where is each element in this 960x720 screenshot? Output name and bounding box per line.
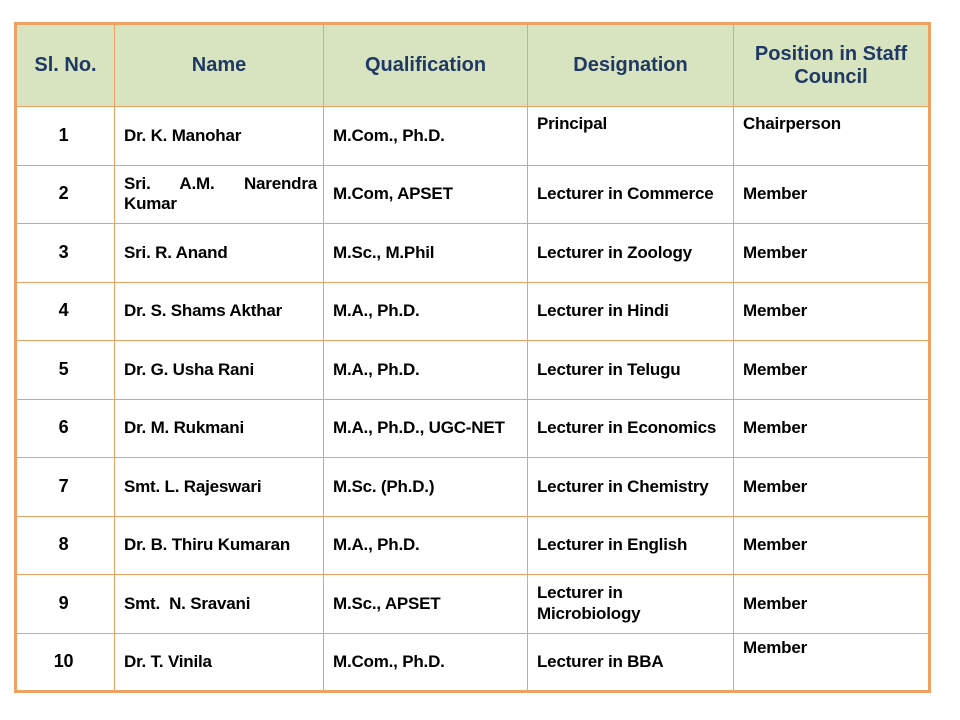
table-row [16,516,930,575]
cell-qualification: M.A., Ph.D. [324,341,528,400]
cell-qualification: M.Sc. (Ph.D.) [324,458,528,517]
table-body [16,107,930,692]
header-name: Name [115,24,324,107]
header-row [16,24,930,107]
table-row [16,575,930,634]
cell-designation: Principal [528,107,734,166]
cell-qualification: M.Sc., APSET [324,575,528,634]
cell-qualification: M.A., Ph.D. [324,516,528,575]
cell-name: Smt. L. Rajeswari [115,458,324,517]
cell-name: Dr. S. Shams Akthar [115,282,324,341]
cell-qualification: M.Com., Ph.D. [324,633,528,692]
cell-position: Member [734,458,930,517]
table-row [16,341,930,400]
cell-position: Member [734,516,930,575]
cell-designation: Lecturer in Commerce [528,165,734,224]
cell-sl-no: 8 [16,516,115,575]
header-designation: Designation [528,24,734,107]
staff-council-table [14,22,931,693]
cell-sl-no: 6 [16,399,115,458]
cell-qualification: M.A., Ph.D. [324,282,528,341]
cell-designation: Lecturer in Zoology [528,224,734,283]
cell-sl-no: 7 [16,458,115,517]
table-row [16,165,930,224]
cell-name: Dr. B. Thiru Kumaran [115,516,324,575]
cell-sl-no: 2 [16,165,115,224]
cell-position: Member [734,399,930,458]
cell-sl-no: 10 [16,633,115,692]
cell-position: Member [734,165,930,224]
cell-position: Member [734,575,930,634]
table-row [16,107,930,166]
cell-position: Member [734,341,930,400]
cell-designation: Lecturer in Hindi [528,282,734,341]
cell-position: Member [734,224,930,283]
table-row [16,282,930,341]
header-sl-no: Sl. No. [16,24,115,107]
cell-designation: Lecturer in Chemistry [528,458,734,517]
cell-qualification: M.A., Ph.D., UGC-NET [324,399,528,458]
table-row [16,458,930,517]
cell-name: Sri. A.M. Narendra Kumar [115,165,324,224]
cell-name: Sri. R. Anand [115,224,324,283]
table-header [16,24,930,107]
table-row [16,224,930,283]
cell-position: Chairperson [734,107,930,166]
cell-designation: Lecturer in BBA [528,633,734,692]
table-row [16,633,930,692]
header-position: Position in Staff Council [734,24,930,107]
cell-qualification: M.Sc., M.Phil [324,224,528,283]
cell-designation: Lecturer in Microbiology [528,575,734,634]
cell-name: Dr. K. Manohar [115,107,324,166]
cell-sl-no: 3 [16,224,115,283]
cell-position: Member [734,633,930,692]
cell-designation: Lecturer in Telugu [528,341,734,400]
cell-sl-no: 5 [16,341,115,400]
cell-qualification: M.Com, APSET [324,165,528,224]
cell-name: Dr. G. Usha Rani [115,341,324,400]
cell-name: Smt. N. Sravani [115,575,324,634]
cell-sl-no: 4 [16,282,115,341]
header-qualification: Qualification [324,24,528,107]
cell-name: Dr. M. Rukmani [115,399,324,458]
table-row [16,399,930,458]
cell-designation: Lecturer in Economics [528,399,734,458]
cell-name: Dr. T. Vinila [115,633,324,692]
cell-position: Member [734,282,930,341]
cell-sl-no: 1 [16,107,115,166]
cell-designation: Lecturer in English [528,516,734,575]
cell-sl-no: 9 [16,575,115,634]
cell-qualification: M.Com., Ph.D. [324,107,528,166]
